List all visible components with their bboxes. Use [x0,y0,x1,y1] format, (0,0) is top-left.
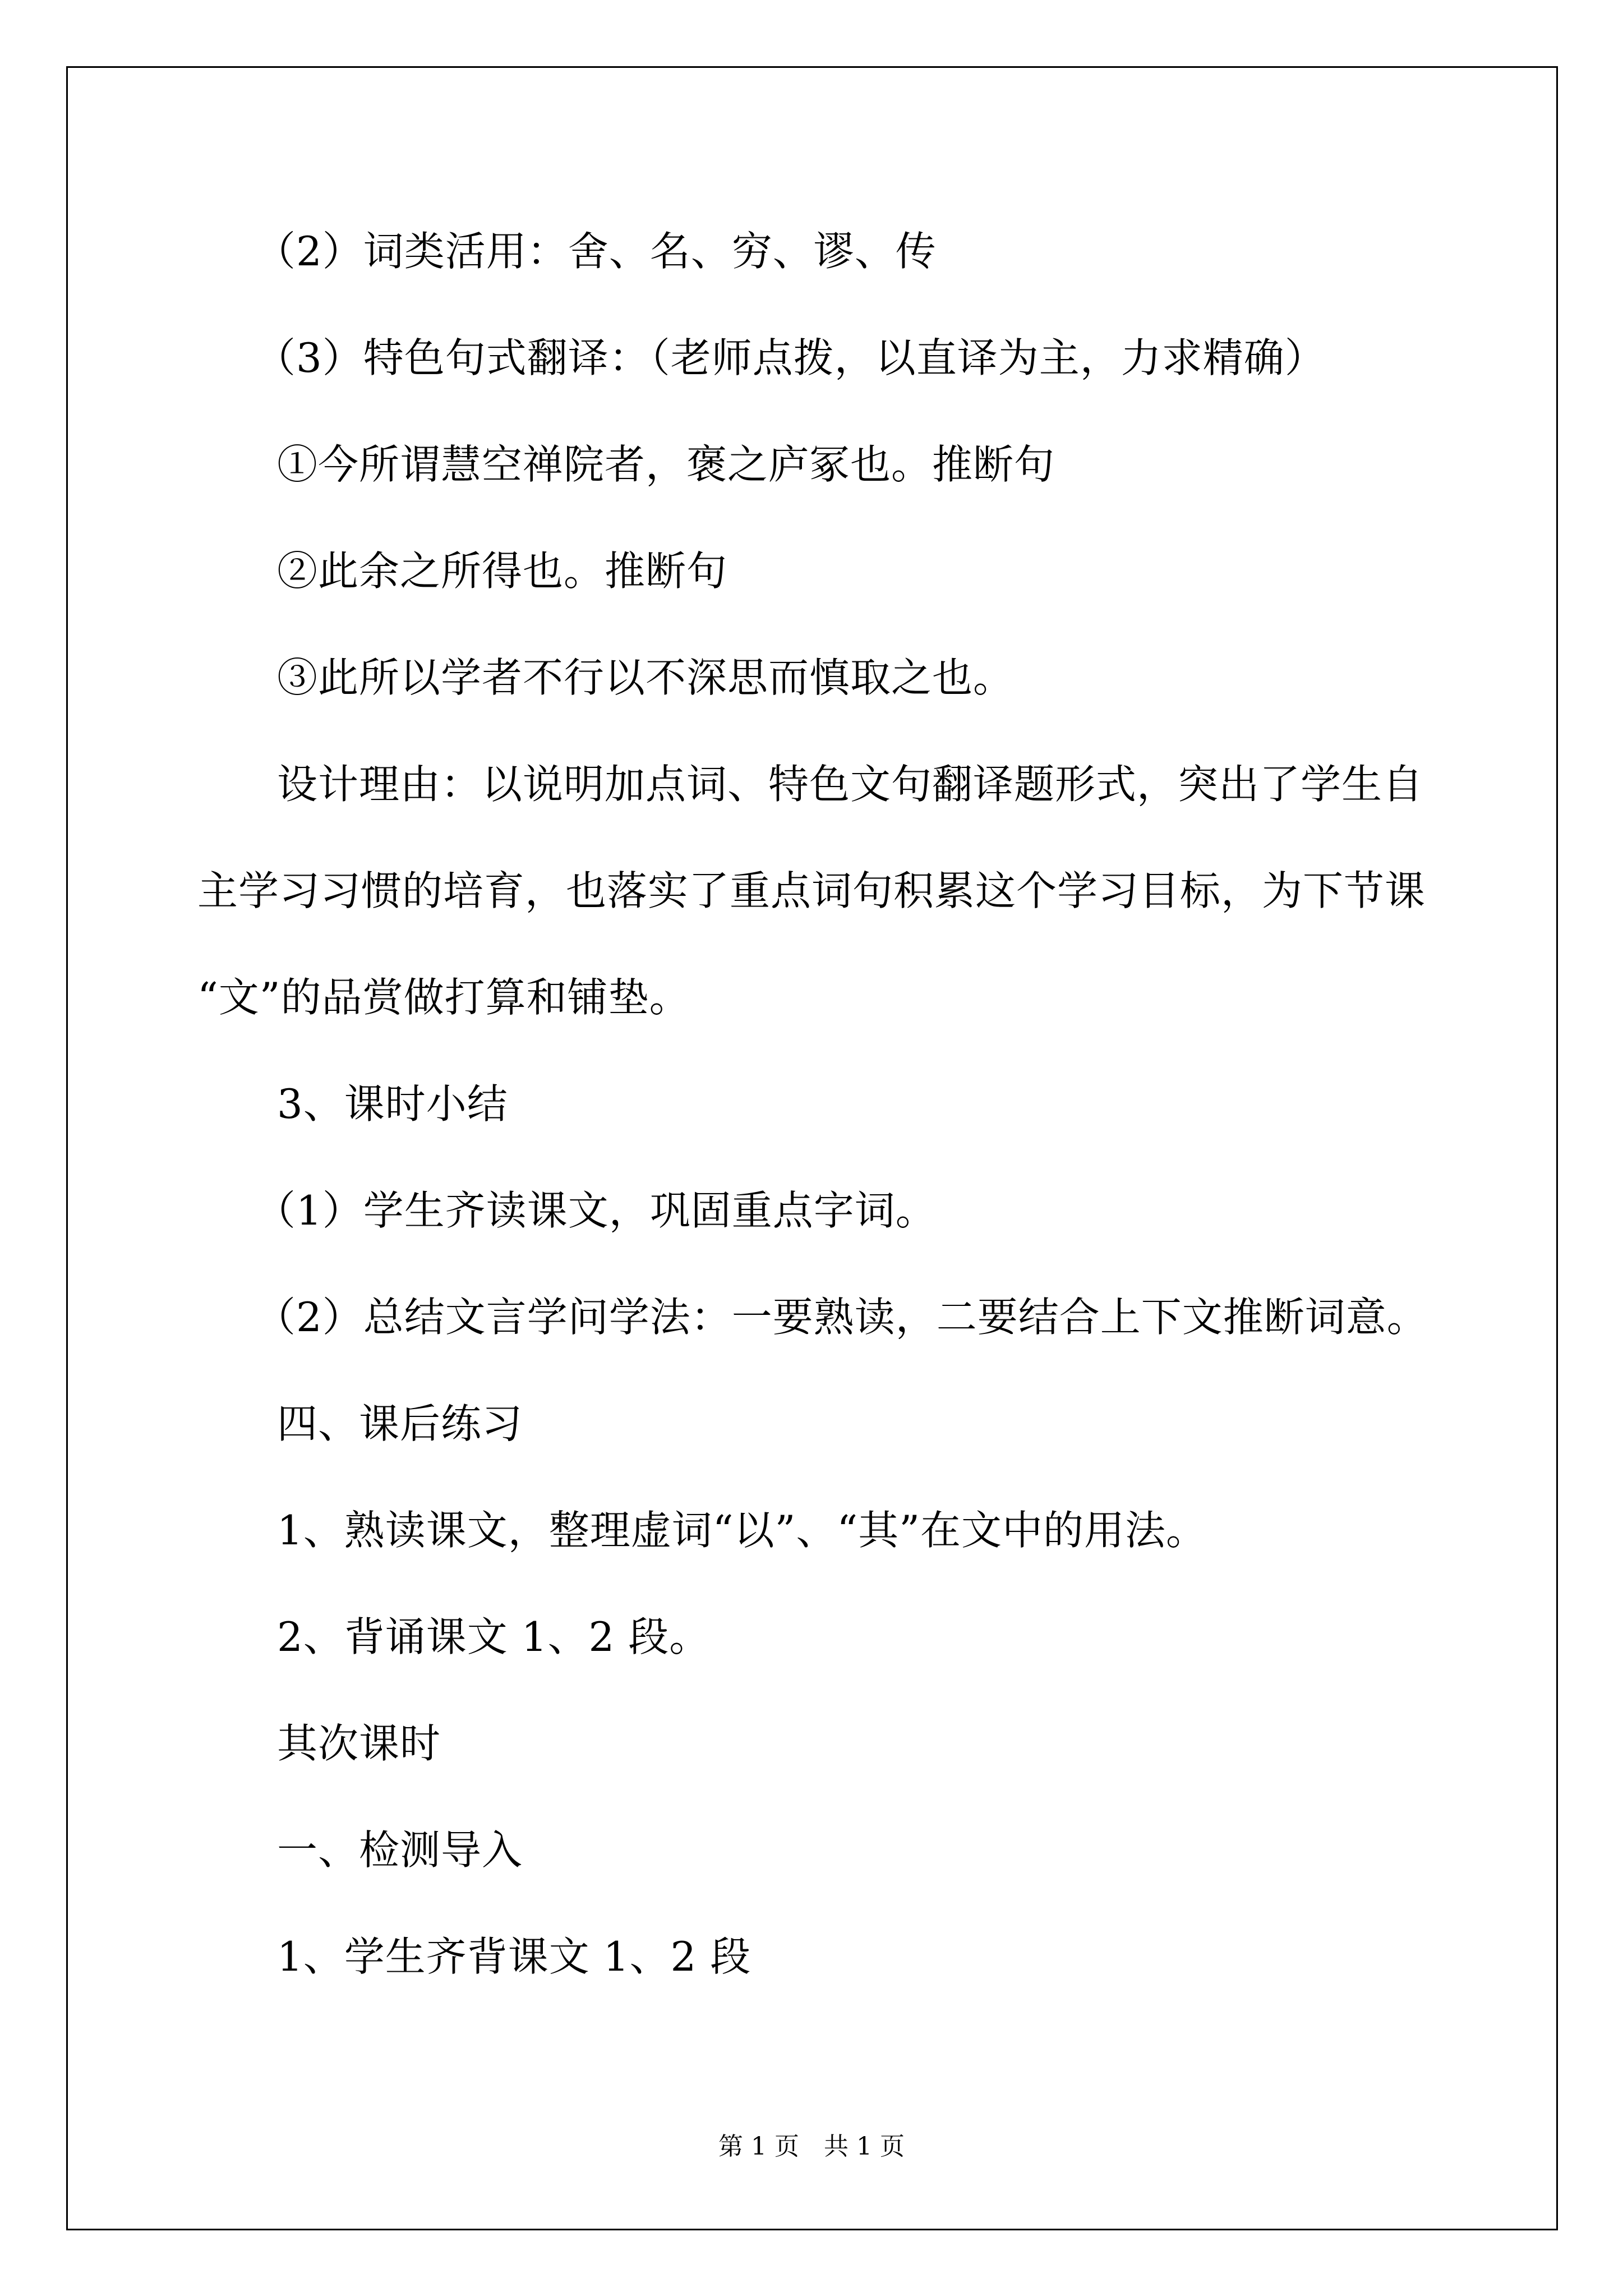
text-line: 设计理由：以说明加点词、特色文句翻译题形式，突出了学生自 [277,761,1424,808]
text-line: 主学习习惯的培育，也落实了重点词句积累这个学习目标，为下节课 [197,867,1426,914]
text-line: （3）特色句式翻译：（老师点拨，以直译为主，力求精确） [255,334,1326,381]
text-line: ①今所谓慧空禅院者，褒之庐冢也。推断句 [277,441,1055,488]
text-line: 四、课后练习 [277,1400,523,1447]
text-line: 1、学生齐背课文 1、2 段 [277,1933,751,1980]
text-line: 1、熟读课文，整理虚词“以”、“其”在文中的用法。 [277,1507,1207,1554]
text-line: （2）词类活用：舍、名、穷、谬、传 [255,228,937,275]
text-line: 其次课时 [277,1720,441,1767]
page-border [66,66,1558,2230]
page-footer: 第 1 页 共 1 页 [718,2132,905,2161]
text-line: “文”的品赏做打算和铺垫。 [197,974,690,1021]
text-line: （2）总结文言学问学法：一要熟读，二要结合上下文推断词意。 [255,1294,1428,1341]
text-line: ②此余之所得也。推断句 [277,547,728,595]
text-line: 一、检测导入 [277,1826,523,1874]
text-line: 3、课时小结 [277,1080,508,1128]
text-line: ③此所以学者不行以不深思而慎取之也。 [277,654,1015,701]
text-line: （1）学生齐读课文，巩固重点字词。 [255,1187,937,1234]
text-line: 2、背诵课文 1、2 段。 [277,1613,711,1660]
